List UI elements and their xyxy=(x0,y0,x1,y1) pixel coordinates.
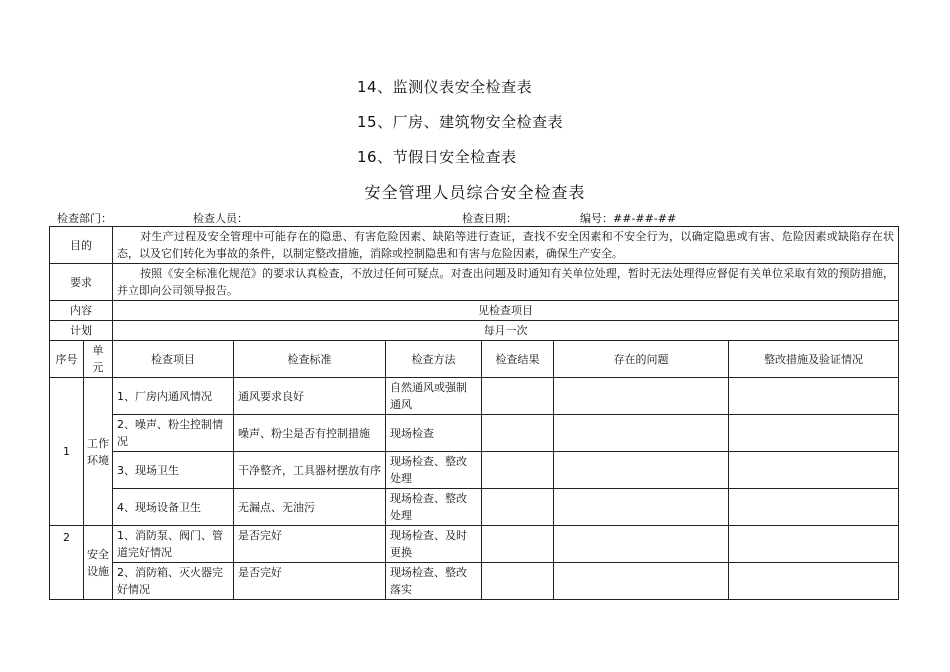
check-standard: 干净整齐，工具器材摆放有序 xyxy=(234,452,386,489)
purpose-row xyxy=(50,227,899,264)
check-item: 2、噪声、粉尘控制情况 xyxy=(113,415,234,452)
check-result-cell xyxy=(482,452,554,489)
check-result-cell xyxy=(482,415,554,452)
toc-item-16: 16、节假日安全检查表 xyxy=(357,148,517,166)
requirement-text: 按照《安全标准化规范》的要求认真检查，不放过任何可疑点。对查出问题及时通知有关单位处理，暂时无法处理得应督促有关单位采取有效的预防措施，并立即向公司领导报告。 xyxy=(113,264,899,301)
check-standard: 无漏点、无油污 xyxy=(234,489,386,526)
check-result-cell xyxy=(482,378,554,415)
fix-cell xyxy=(729,415,899,452)
check-item: 1、厂房内通风情况 xyxy=(113,378,234,415)
group-unit: 安全设施 xyxy=(84,526,113,600)
check-method: 现场检查、整改落实 xyxy=(386,563,482,600)
requirement-row xyxy=(50,264,899,301)
table-row xyxy=(50,415,899,452)
header-unit: 单元 xyxy=(84,341,113,378)
problem-cell xyxy=(554,415,729,452)
content-value: 见检查项目 xyxy=(113,301,899,321)
problem-cell xyxy=(554,378,729,415)
requirement-label: 要求 xyxy=(50,264,113,301)
meta-inspector-label: 检查人员： xyxy=(193,212,248,225)
problem-cell xyxy=(554,452,729,489)
meta-date-label: 检查日期： xyxy=(462,212,517,225)
header-seq: 序号 xyxy=(50,341,84,378)
check-standard: 噪声、粉尘是否有控制措施 xyxy=(234,415,386,452)
check-item: 2、消防箱、灭火器完好情况 xyxy=(113,563,234,600)
check-standard: 是否完好 xyxy=(234,563,386,600)
table-row xyxy=(50,378,899,415)
table-row xyxy=(50,563,899,600)
meta-dept-label: 检查部门： xyxy=(57,212,112,225)
check-item: 1、消防泵、阀门、管道完好情况 xyxy=(113,526,234,563)
document-title: 安全管理人员综合安全检查表 xyxy=(364,183,586,202)
fix-cell xyxy=(729,452,899,489)
header-method: 检查方法 xyxy=(386,341,482,378)
fix-cell xyxy=(729,563,899,600)
inspection-table xyxy=(49,226,899,600)
toc-item-15: 15、厂房、建筑物安全检查表 xyxy=(357,113,564,131)
plan-row xyxy=(50,321,899,341)
table-row xyxy=(50,452,899,489)
check-result-cell xyxy=(482,563,554,600)
check-item: 3、现场卫生 xyxy=(113,452,234,489)
check-standard: 是否完好 xyxy=(234,526,386,563)
check-method: 自然通风或强制通风 xyxy=(386,378,482,415)
header-fix: 整改措施及验证情况 xyxy=(729,341,899,378)
header-item: 检查项目 xyxy=(113,341,234,378)
check-result-cell xyxy=(482,526,554,563)
fix-cell xyxy=(729,526,899,563)
problem-cell xyxy=(554,526,729,563)
toc-item-14: 14、监测仪表安全检查表 xyxy=(357,78,533,96)
content-label: 内容 xyxy=(50,301,113,321)
purpose-text: 对生产过程及安全管理中可能存在的隐患、有害危险因素、缺陷等进行查证，查找不安全因素和不安全行为，以确定隐患或有害、危险因素或缺陷存在状态，以及它们转化为事故的条件，以制定整改措施，消除或控制隐患和有害与危险因素，确保生产安全。 xyxy=(113,227,899,264)
column-header-row xyxy=(50,341,899,378)
plan-label: 计划 xyxy=(50,321,113,341)
check-method: 现场检查 xyxy=(386,415,482,452)
check-result-cell xyxy=(482,489,554,526)
problem-cell xyxy=(554,489,729,526)
header-result: 检查结果 xyxy=(482,341,554,378)
check-method: 现场检查、及时更换 xyxy=(386,526,482,563)
table-row xyxy=(50,489,899,526)
group-unit: 工作环境 xyxy=(84,378,113,526)
fix-cell xyxy=(729,489,899,526)
fix-cell xyxy=(729,378,899,415)
purpose-label: 目的 xyxy=(50,227,113,264)
check-method: 现场检查、整改处理 xyxy=(386,489,482,526)
check-standard: 通风要求良好 xyxy=(234,378,386,415)
header-standard: 检查标准 xyxy=(234,341,386,378)
header-problem: 存在的问题 xyxy=(554,341,729,378)
content-row xyxy=(50,301,899,321)
group-seq: 1 xyxy=(50,378,84,526)
group-seq: 2 xyxy=(50,526,84,600)
table-row xyxy=(50,526,899,563)
check-item: 4、现场设备卫生 xyxy=(113,489,234,526)
meta-code-label: 编号：##-##-## xyxy=(580,212,677,225)
plan-value: 每月一次 xyxy=(113,321,899,341)
problem-cell xyxy=(554,563,729,600)
check-method: 现场检查、整改处理 xyxy=(386,452,482,489)
